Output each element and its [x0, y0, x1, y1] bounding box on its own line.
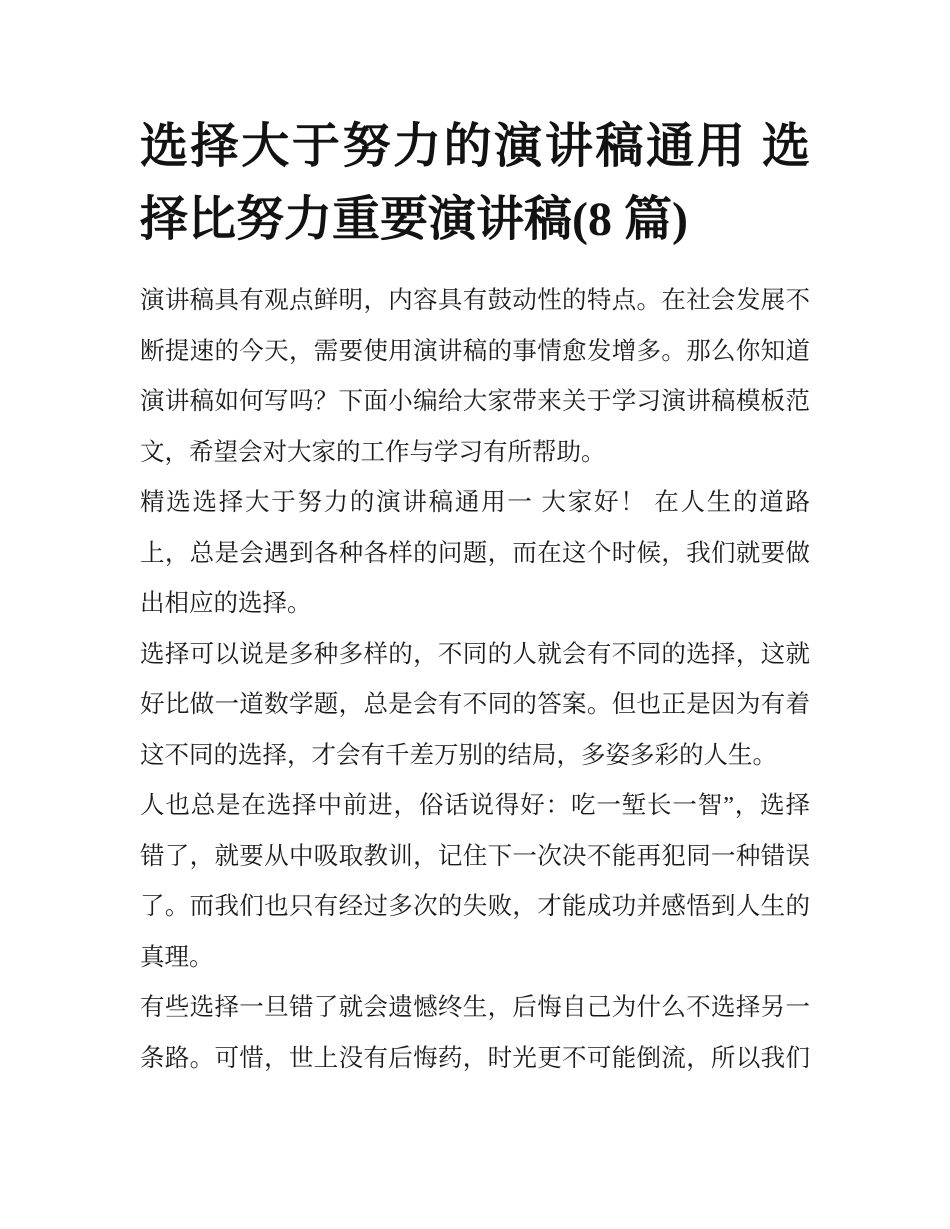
text-line: 人也总是在选择中前进，俗话说得好：吃一堑长一智”，选择: [140, 792, 810, 819]
paragraph: [140, 276, 810, 478]
text-line: 好比做一道数学题，总是会有不同的答案。但也正是因为有着: [140, 691, 810, 718]
text-line: 出相应的选择。: [140, 590, 312, 617]
text-line: 精选选择大于努力的演讲稿通用一 大家好！ 在人生的道路: [140, 489, 810, 516]
text-line: 演讲稿具有观点鲜明，内容具有鼓动性的特点。在社会发展不: [140, 287, 810, 314]
text-line: 错了，就要从中吸取教训，记住下一次决不能再犯同一种错误: [140, 842, 810, 870]
paragraph: [140, 983, 810, 1084]
paragraph: [140, 781, 810, 983]
text-line: 上，总是会遇到各种各样的问题，而在这个时候，我们就要做: [140, 539, 810, 567]
document-title: [140, 110, 810, 256]
title-line: 选择大于努力的演讲稿通用 选: [140, 120, 810, 173]
text-line: 选择可以说是多种多样的，不同的人就会有不同的选择，这就: [140, 640, 810, 668]
paragraph: [140, 630, 810, 782]
text-line: 有些选择一旦错了就会遗憾终生，后悔自己为什么不选择另一: [140, 994, 810, 1021]
document-body: [140, 276, 810, 1084]
title-line: 择比努力重要演讲稿(8 篇): [140, 193, 688, 246]
text-line: 条路。可惜，世上没有后悔药，时光更不可能倒流，所以我们: [140, 1044, 810, 1072]
paragraph: [140, 478, 810, 630]
text-line: 断提速的今天，需要使用演讲稿的事情愈发增多。那么你知道: [140, 337, 810, 365]
text-line: 了。而我们也只有经过多次的失败，才能成功并感悟到人生的: [140, 893, 810, 920]
text-line: 演讲稿如何写吗？下面小编给大家带来关于学习演讲稿模板范: [140, 388, 810, 415]
text-line: 这不同的选择，才会有千差万别的结局，多姿多彩的人生。: [140, 741, 777, 769]
text-line: 文，希望会对大家的工作与学习有所帮助。: [140, 438, 606, 466]
text-line: 真理。: [140, 943, 214, 971]
